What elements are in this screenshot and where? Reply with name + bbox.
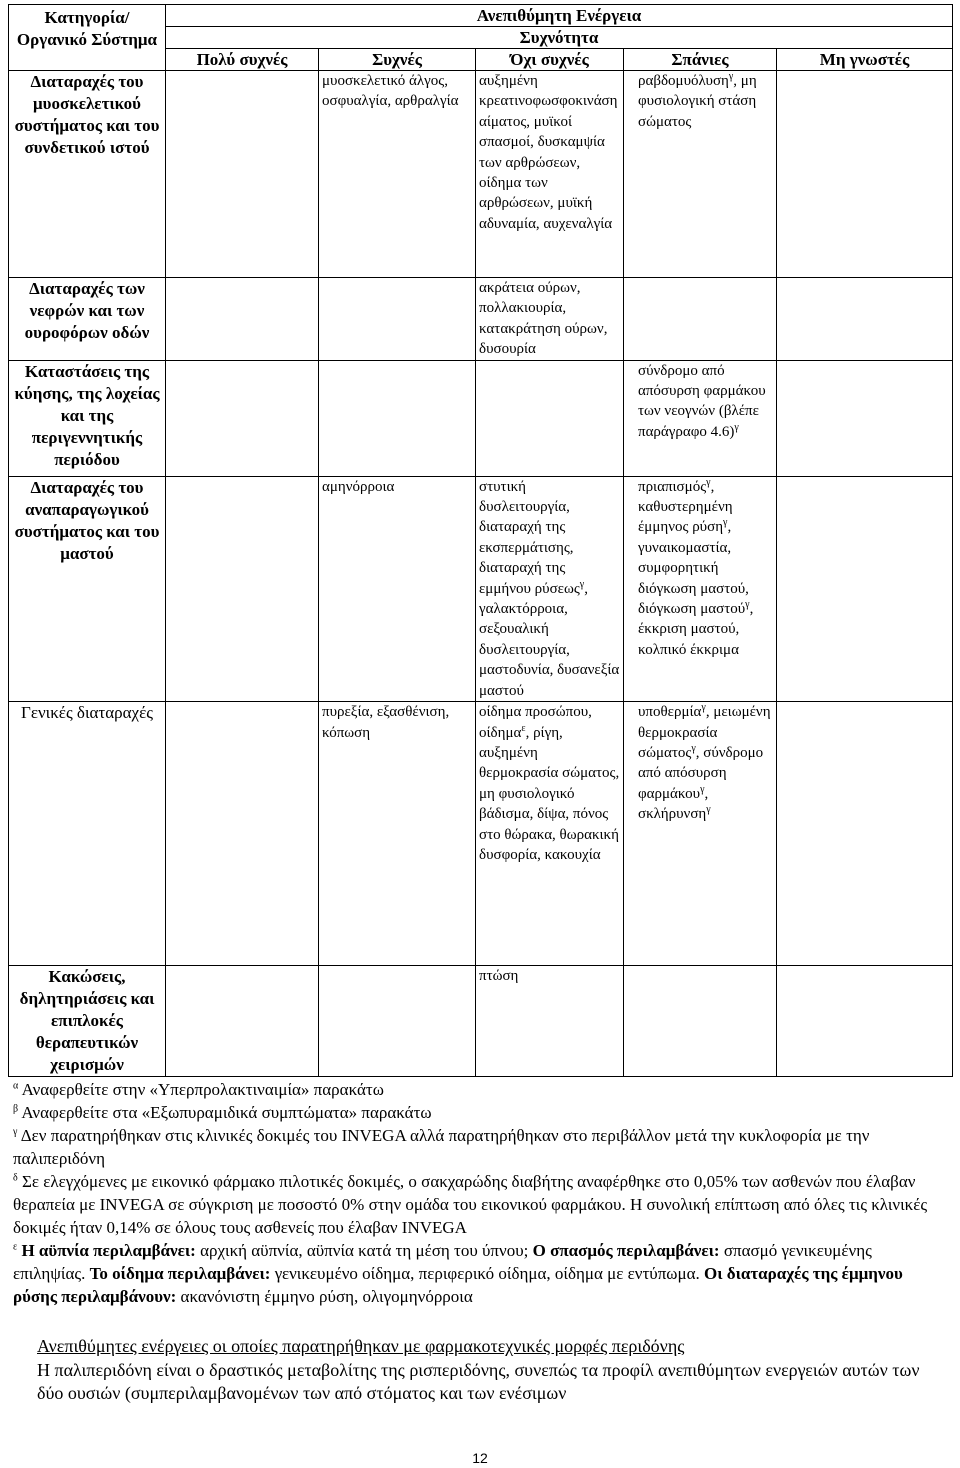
footnote-alpha (13, 1078, 948, 1101)
cell-common: πυρεξία, εξασθένιση, κόπωση (319, 702, 476, 966)
footnote-mark: ε (13, 1241, 18, 1253)
cell-uncommon: στυτική δυσλειτουργία, διαταραχή της εκσπερμάτισης, διαταραχή της εμμήνου ρύσεως$^\gamma$, γαλακτόρροια, σεξουαλική δυσλειτουργία, μαστοδυνία, δυσανεξία μαστού (476, 476, 624, 701)
footnote-mark: β (13, 1103, 19, 1115)
table-row (9, 966, 953, 1077)
cell-unknown (777, 71, 953, 278)
cell-unknown (777, 966, 953, 1077)
adverse-reactions-table (8, 4, 953, 1077)
group-title: Ανεπιθύμητη Ενέργεια (166, 5, 953, 27)
edema-label: Το οίδημα περιλαμβάνει: (89, 1264, 271, 1283)
section-body: Η παλιπεριδόνη είναι ο δραστικός μεταβολίτης της ρισπεριδόνης, συνεπώς τα προφίλ ανεπιθύμητων ενεργειών αυτών των δύο ουσιών (συμπεριλαμβανομένων των από στόματος και των ενέσιμων (37, 1359, 920, 1403)
cell-very-common (166, 71, 319, 278)
table-row (9, 702, 953, 966)
cell-uncommon: αυξημένη κρεατινοφωσφοκινάση αίματος, μυϊκοί σπασμοί, δυσκαμψία των αρθρώσεων, οίδημα των αρθρώσεων, μυϊκή αδυναμία, αυχεναλγία (476, 71, 624, 278)
soc-cell: Γενικές διαταραχές (9, 702, 166, 966)
seizure-label: Ο σπασμός περιλαμβάνει: (532, 1241, 720, 1260)
cell-very-common (166, 966, 319, 1077)
footnote-epsilon (13, 1239, 948, 1308)
soc-header: Κατηγορία/ Οργανικό Σύστημα (9, 5, 166, 71)
cell-rare: σύνδρομο από απόσυρση φαρμάκου των νεογνών (βλέπε παράγραφο 4.6)$^\gamma$ (624, 360, 777, 476)
cell-rare: υποθερμία$^\gamma$, μειωμένη θερμοκρασία σώματος$^\gamma$, σύνδρομο από απόσυρση φαρμάκου$^\gamma$, σκλήρυνση$^\gamma$ (624, 702, 777, 966)
footnote-gamma (13, 1124, 948, 1170)
cell-unknown (777, 360, 953, 476)
table-row (9, 476, 953, 701)
table-row (9, 71, 953, 278)
footnote-text: Δεν παρατηρήθηκαν στις κλινικές δοκιμές του INVEGA αλλά παρατηρήθηκαν στο περιβάλλον μετά την κυκλοφορία με την παλιπεριδόνη (13, 1126, 870, 1168)
footnote-text: Αναφερθείτε στα «Εξωπυραμιδικά συμπτώματα» παρακάτω (21, 1103, 432, 1122)
menstrual-text: ακανόνιστη έμμηνο ρύση, ολιγομηνόρροια (180, 1287, 473, 1306)
cell-common: αμηνόρροια (319, 476, 476, 701)
frequency-label: Συχνότητα (166, 27, 953, 49)
cell-uncommon (476, 360, 624, 476)
soc-cell: Καταστάσεις της κύησης, της λοχείας και της περιγεννητικής περιόδου (9, 360, 166, 476)
footnote-mark: γ (13, 1126, 18, 1138)
column-header-common: Συχνές (319, 49, 476, 71)
cell-very-common (166, 278, 319, 361)
cell-common (319, 966, 476, 1077)
cell-unknown (777, 278, 953, 361)
cell-rare (624, 966, 777, 1077)
footnote-text: Αναφερθείτε στην «Υπερπρολακτιναιμία» παρακάτω (21, 1080, 384, 1099)
cell-uncommon: ακράτεια ούρων, πολλακιουρία, κατακράτηση ούρων, δυσουρία (476, 278, 624, 361)
cell-rare: πριαπισμός$^\gamma$, καθυστερημένη έμμηνος ρύση$^\gamma$, γυναικομαστία, συμφορητική διόγκωση μαστού, διόγκωση μαστού$^\gamma$, έκκριση μαστού, κολπικό έκκριμα (624, 476, 777, 701)
cell-unknown (777, 476, 953, 701)
section-block (37, 1335, 942, 1406)
page-number: 12 (472, 1450, 488, 1466)
cell-very-common (166, 476, 319, 701)
cell-unknown (777, 702, 953, 966)
footnote-mark: α (13, 1080, 19, 1092)
cell-uncommon: οίδημα προσώπου, οίδημα$^\varepsilon$, ρίγη, αυξημένη θερμοκρασία σώματος, μη φυσιολογικό βάδισμα, δίψα, πόνος στο θώρακα, θωρακική δυσφορία, κακουχία (476, 702, 624, 966)
soc-cell: Κακώσεις, δηλητηριάσεις και επιπλοκές θεραπευτικών χειρισμών (9, 966, 166, 1077)
cell-very-common (166, 360, 319, 476)
footnotes (13, 1078, 948, 1308)
column-header-very-common: Πολύ συχνές (166, 49, 319, 71)
table-row (9, 278, 953, 361)
footnote-text: Σε ελεγχόμενες με εικονικό φάρμακο πιλοτικές δοκιμές, ο σακχαρώδης διαβήτης αναφέρθηκε στο 0,05% των ασθενών που έλαβαν θεραπεία με INVEGA σε σύγκριση με ποσοστό 0% στην ομάδα του εικονικού φαρμάκου. Η συνολική επίπτωση από όλες τις κλινικές δοκιμές ήταν 0,14% σε όλους τους ασθενείς που έλαβαν INVEGA (13, 1172, 928, 1237)
column-header-uncommon: Όχι συχνές (476, 49, 624, 71)
menstrual-label: Οι διαταραχές της έμμηνου ρύσης περιλαμβάνουν: (13, 1264, 903, 1306)
footnote-beta (13, 1101, 948, 1124)
insomnia-text: αρχική αϋπνία, αϋπνία κατά τη μέση του ύπνου; (200, 1241, 529, 1260)
cell-common (319, 278, 476, 361)
column-header-rare: Σπάνιες (624, 49, 777, 71)
cell-very-common (166, 702, 319, 966)
cell-rare: ραβδομυόλυση$^\gamma$, μη φυσιολογική στάση σώματος (624, 71, 777, 278)
cell-common (319, 360, 476, 476)
footnote-delta (13, 1170, 948, 1239)
cell-rare (624, 278, 777, 361)
footnote-mark: δ (13, 1172, 18, 1184)
cell-uncommon: πτώση (476, 966, 624, 1077)
soc-cell: Διαταραχές του αναπαραγωγικού συστήματος και του μαστού (9, 476, 166, 701)
soc-cell: Διαταραχές του μυοσκελετικού συστήματος και του συνδετικού ιστού (9, 71, 166, 278)
insomnia-label: Η αϋπνία περιλαμβάνει: (21, 1241, 196, 1260)
seizure-text: σπασμό γενικευμένης επιληψίας. (13, 1241, 872, 1283)
soc-cell: Διαταραχές των νεφρών και των ουροφόρων οδών (9, 278, 166, 361)
cell-common: μυοσκελετικό άλγος, οσφυαλγία, αρθραλγία (319, 71, 476, 278)
section-heading: Ανεπιθύμητες ενέργειες οι οποίες παρατηρήθηκαν με φαρμακοτεχνικές μορφές περιδόνης (37, 1336, 685, 1356)
column-header-unknown: Μη γνωστές (777, 49, 953, 71)
table-row (9, 360, 953, 476)
edema-text: γενικευμένο οίδημα, περιφερικό οίδημα, οίδημα με εντύπωμα. (274, 1264, 700, 1283)
